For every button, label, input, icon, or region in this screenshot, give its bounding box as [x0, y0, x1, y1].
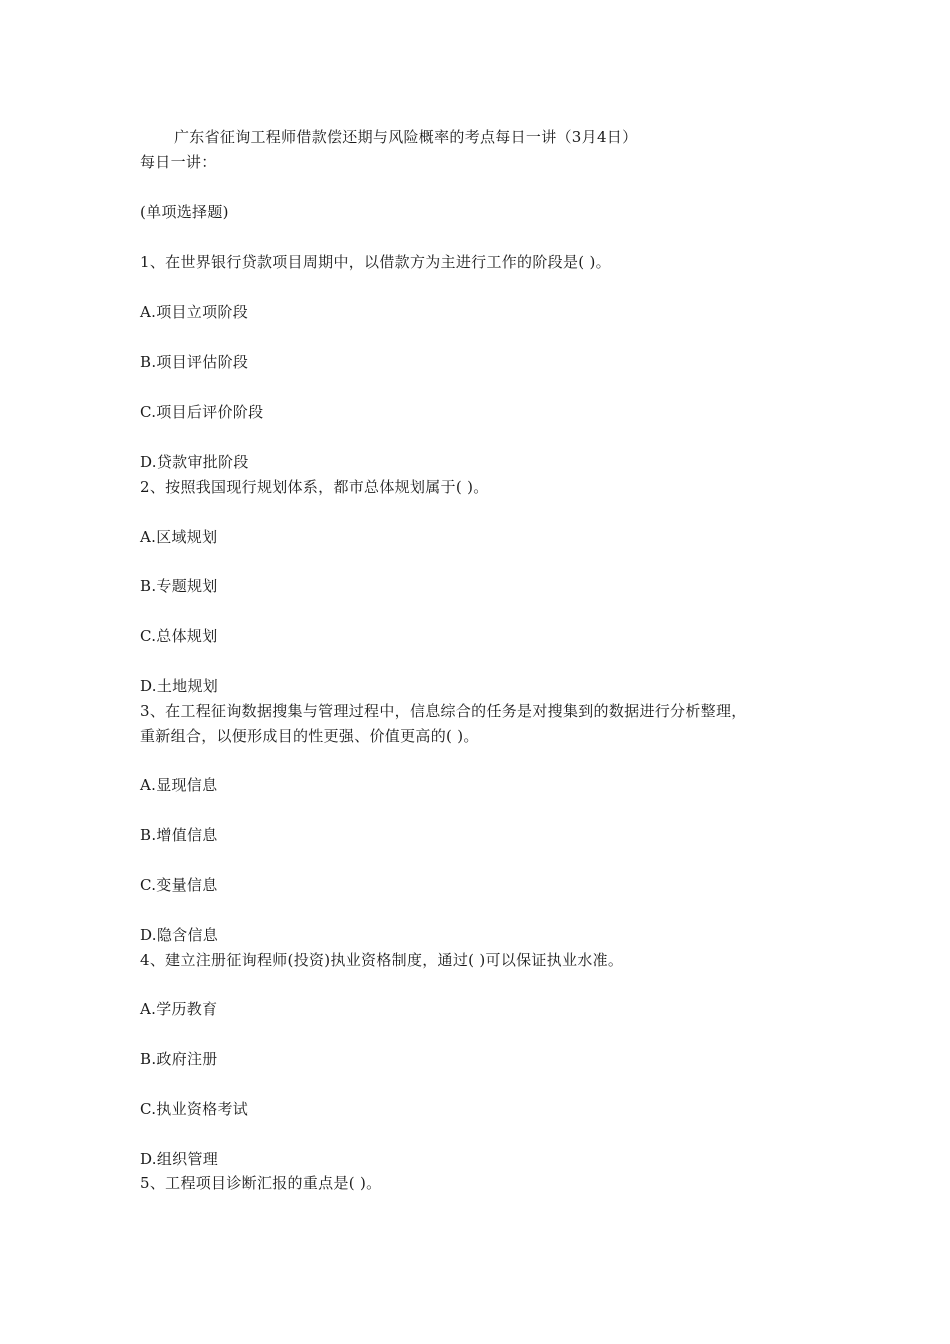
question-4-option-a: A.学历教育 [140, 1000, 218, 1018]
question-2-option-b: B.专题规划 [140, 577, 218, 595]
question-4-option-b: B.政府注册 [140, 1050, 218, 1068]
question-3-option-d: D.隐含信息 [140, 926, 219, 944]
question-3-option-a: A.显现信息 [140, 776, 218, 794]
intro-text: 每日一讲： [140, 153, 217, 171]
question-2-option-d: D.土地规划 [140, 677, 219, 695]
question-1-option-d: D.贷款审批阶段 [140, 453, 249, 471]
question-2-option-c: C.总体规划 [140, 627, 218, 645]
question-4-option-c: C.执业资格考试 [140, 1100, 249, 1118]
question-3-option-c: C.变量信息 [140, 876, 218, 894]
question-1-option-b: B.项目评估阶段 [140, 353, 249, 371]
question-1-option-a: A.项目立项阶段 [140, 303, 249, 321]
section-heading: (单项选择题) [140, 203, 229, 221]
question-3-stem-line-1: 3、在工程征询数据搜集与管理过程中，信息综合的任务是对搜集到的数据进行分析整理， [140, 702, 747, 720]
question-4-stem: 4、建立注册征询程师(投资)执业资格制度，通过( )可以保证执业水准。 [140, 951, 624, 969]
question-2-option-a: A.区域规划 [140, 528, 218, 546]
question-1-stem: 1、在世界银行贷款项目周期中，以借款方为主进行工作的阶段是( )。 [140, 253, 611, 271]
question-3-option-b: B.增值信息 [140, 826, 218, 844]
question-5-stem: 5、工程项目诊断汇报的重点是( )。 [140, 1174, 382, 1192]
question-2-stem: 2、按照我国现行规划体系，都市总体规划属于( )。 [140, 478, 489, 496]
question-1-option-c: C.项目后评价阶段 [140, 403, 264, 421]
question-4-option-d: D.组织管理 [140, 1150, 219, 1168]
question-3-stem-line-2: 重新组合，以便形成目的性更强、价值更高的( )。 [140, 727, 479, 745]
document-title: 广东省征询工程师借款偿还期与风险概率的考点每日一讲（3月4日） [174, 128, 638, 146]
